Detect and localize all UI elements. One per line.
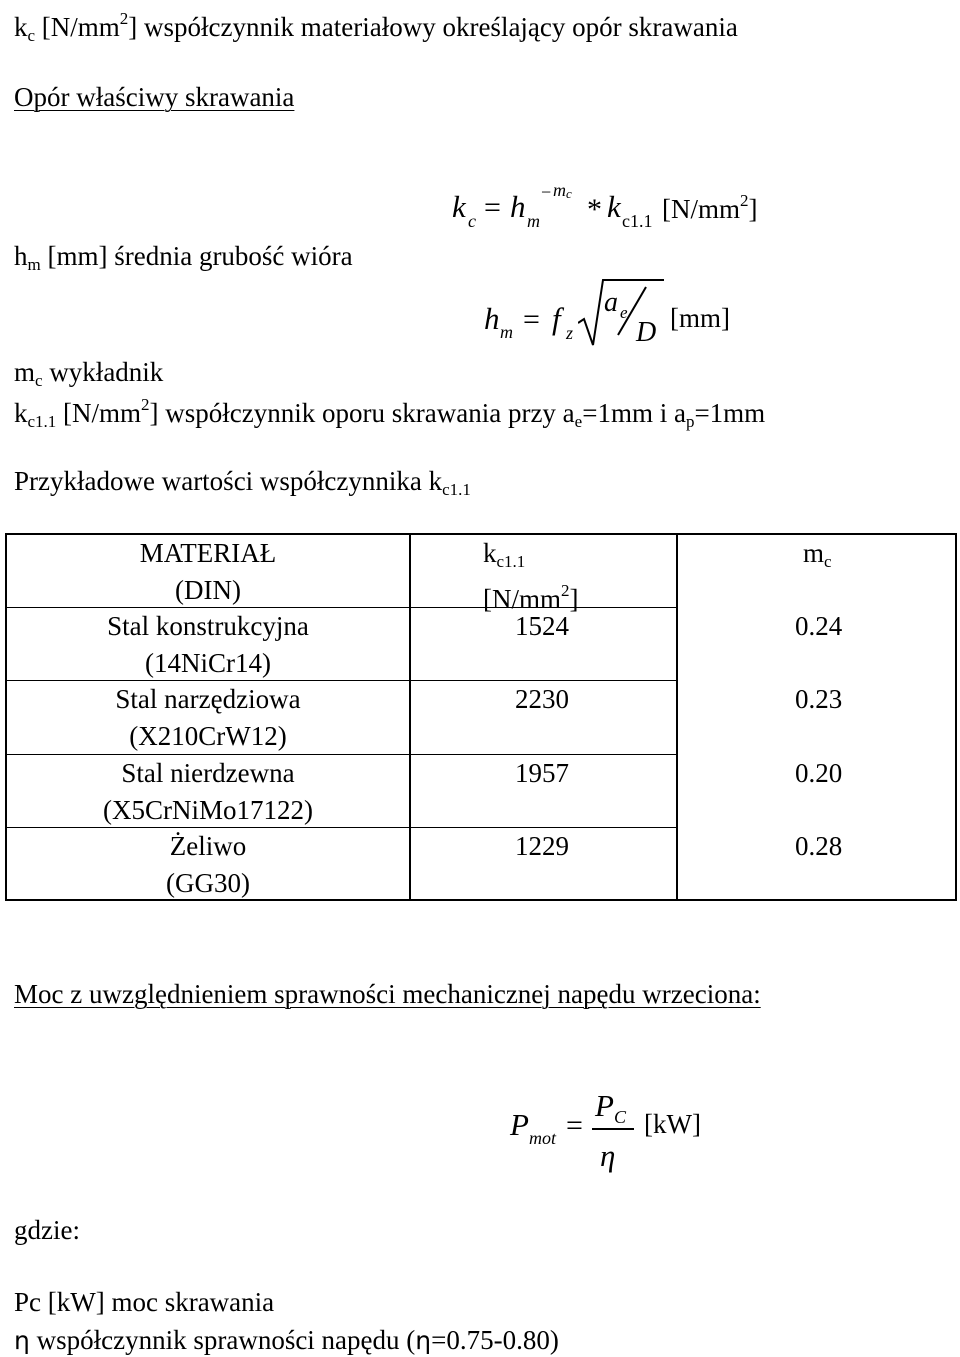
table-divider-1 [409, 535, 411, 899]
f1-star: * [587, 193, 602, 226]
row-kc-value: 2230 [515, 684, 569, 714]
f2-f-sub: z [566, 323, 574, 343]
pc-definition: Pc [kW] moc skrawania [14, 1287, 275, 1317]
heading-opor-wlasciwy: Opór właściwy skrawania [14, 82, 295, 112]
f2-equals: = [523, 303, 540, 336]
f1-exp-c: c [566, 186, 572, 201]
f2-h: h [484, 301, 500, 336]
header-material-label: MATERIAŁ [139, 538, 277, 568]
f1-exp-m: m [553, 180, 566, 200]
f2-D: D [636, 317, 657, 348]
row-mc-value: 0.28 [795, 831, 843, 861]
f1-h: h [510, 189, 526, 224]
fraction-bar [592, 1128, 634, 1130]
f1-equals: = [484, 191, 501, 224]
subscript-c: c [27, 26, 36, 45]
gdzie-label: gdzie: [14, 1215, 80, 1245]
header-kc-unit: $[N/mm^2]$ [483, 581, 579, 614]
f1-exp-minus: − [541, 182, 552, 202]
table-row: Stal narzędziowa (X210CrW12) [115, 684, 301, 751]
f1-unit: $[N/mm^2]$ [662, 191, 758, 224]
mc-definition: $m_c$ wykładnik [14, 357, 164, 390]
f3-num-sub: C [614, 1107, 627, 1127]
eta-definition: η współczynnik sprawności napędu (η=0.75-0.80) [14, 1325, 559, 1355]
kc-unit-text: [N/mm [35, 12, 120, 42]
table-divider-2 [676, 535, 678, 899]
f3-P: P [510, 1107, 529, 1142]
row-kc-value: 1524 [515, 611, 569, 641]
kc11-definition: $k_{c1.1}$ $[N/mm^2]$ współczynnik oporu skrawania przy $a_e=1mm$ i $a_p=1mm$ [14, 395, 766, 431]
row-mc-value: 0.23 [795, 684, 843, 714]
header-mc: $m_c$ [803, 538, 832, 571]
row-kc-value: 1229 [515, 831, 569, 861]
f2-unit: [mm] [670, 303, 730, 333]
f2-h-sub: m [500, 322, 513, 342]
superscript-2: 2 [119, 9, 129, 28]
header-material [7, 535, 409, 609]
header-kc: $k_{c1.1}$ [483, 538, 526, 571]
f3-equals: = [566, 1109, 583, 1142]
f2-a-sub: e [620, 303, 628, 322]
f1-k2: k [607, 189, 621, 224]
f3-num-P: P [595, 1088, 614, 1123]
table-row: Żeliwo (GG30) [166, 831, 250, 898]
row-mc-value: 0.24 [795, 611, 843, 641]
f3-P-sub: mot [529, 1128, 556, 1148]
f2-a: a [604, 287, 618, 318]
f1-k2-sub: c1.1 [622, 211, 653, 231]
kc-description: ] współczynnik materiałowy określający opór skrawania [128, 12, 738, 42]
hm-definition: $h_m$ [mm] średnia grubość wióra [14, 241, 353, 274]
header-din-label: (DIN) [175, 575, 241, 605]
table-row: Stal konstrukcyjna (14NiCr14) [107, 611, 309, 678]
kc-definition [14, 10, 738, 44]
heading-moc: Moc z uwzględnieniem sprawności mechanicznej napędu wrzeciona: [14, 979, 761, 1009]
f1-k-sub: c [468, 211, 476, 231]
f2-f: f [552, 301, 561, 336]
f1-h-sub: m [527, 211, 540, 231]
table-row: Stal nierdzewna (X5CrNiMo17122) [103, 758, 313, 825]
row-mc-value: 0.20 [795, 758, 843, 788]
f3-unit: [kW] [644, 1109, 701, 1139]
f1-k: k [452, 189, 466, 224]
example-values-caption: Przykładowe wartości współczynnika $k_{c1.1}$ [14, 466, 471, 499]
row-kc-value: 1957 [515, 758, 569, 788]
symbol-k: k [14, 12, 28, 42]
f3-eta: η [600, 1138, 616, 1173]
material-table [5, 533, 957, 901]
